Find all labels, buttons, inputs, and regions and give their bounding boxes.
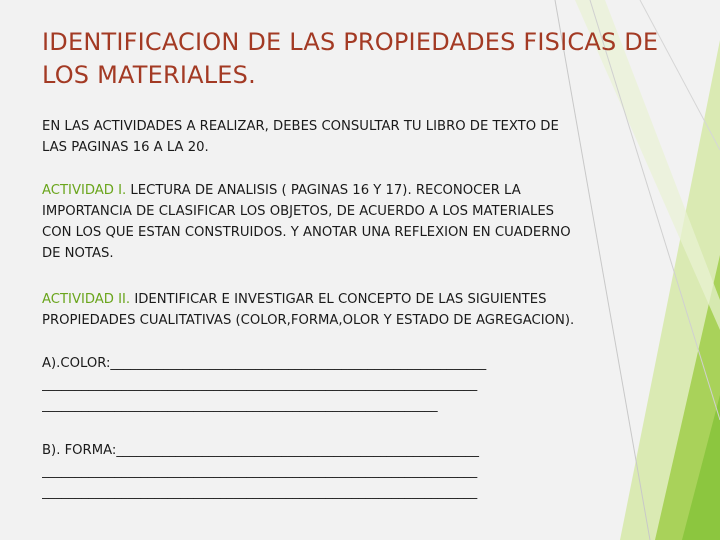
activity-1-line-4: DE NOTAS. [42,246,114,261]
item-b-line-2: __________________________________________________________________ [42,464,478,479]
activity-1-line-2: IMPORTANCIA DE CLASIFICAR LOS OBJETOS, DE ACUERDO A LOS MATERIALES [42,204,555,219]
activity-2-lead: ACTIVIDAD II. [42,292,131,307]
intro-line-1: EN LAS ACTIVIDADES A REALIZAR, DEBES CONSULTAR TU LIBRO DE TEXTO DE [42,119,559,134]
title-line-1: IDENTIFICACION DE LAS PROPIEDADES FISICAS DE [42,28,659,56]
item-a-line-3: ____________________________________________________________ [42,398,438,413]
item-b-line-1: B). FORMA:_______________________________________________________ [42,443,479,458]
item-a-line-1: A).COLOR:_________________________________________________________ [42,356,487,371]
item-a-line-2: __________________________________________________________________ [42,377,478,392]
activity-1-lead: ACTIVIDAD I. [42,183,127,198]
activity-1-text-1: LECTURA DE ANALISIS ( PAGINAS 16 Y 17). RECONOCER LA [126,183,521,198]
activity-1-line-3: CON LOS QUE ESTAN CONSTRUIDOS. Y ANOTAR UNA REFLEXION EN CUADERNO [42,225,571,240]
intro-line-2: LAS PAGINAS 16 A LA 20. [42,140,209,155]
item-b-forma [42,440,692,503]
activity-2-line-2: PROPIEDADES CUALITATIVAS (COLOR,FORMA,OLOR Y ESTADO DE AGREGACION). [42,313,575,328]
activity-1-line-1 [42,180,692,201]
activity-1-paragraph [42,180,692,264]
intro-paragraph [42,116,692,158]
activity-2-line-1 [42,289,692,310]
slide-title [42,26,702,92]
item-a-color [42,353,692,416]
activity-2-text-1: IDENTIFICAR E INVESTIGAR EL CONCEPTO DE LAS SIGUIENTES [130,292,547,307]
item-b-line-3: __________________________________________________________________ [42,485,478,500]
title-line-2: LOS MATERIALES. [42,61,256,89]
activity-2-paragraph [42,289,692,331]
